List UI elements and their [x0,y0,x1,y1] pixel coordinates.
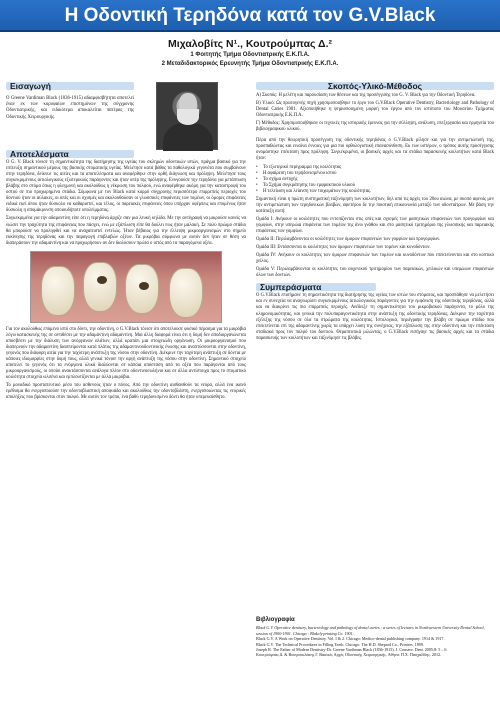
class-group: Ομάδα ΙΙ: Περιλαμβάνονται οι κοιλότητες των όμορων επιφανειών των γομφίων και προγομφίων. [256,237,441,243]
class-group: Ομάδα Ι: Ανήκουν οι κοιλότητες που εντοπίζονται στις οπές και σχισμές των μασητικών επιφανειών των προγομφίων και γομφίων, στην υπερώια επιφάνεια των τομέων της άνω γνάθου και στο μασητικό τριτημόριο της γλωσσικής και παρειακής επιφάνειας των γομφίων. [256,216,494,234]
author-block [0,37,500,69]
bibliography-entry: Joseph R. The Father of Modern Dentistry-Dr. Greene Vardiman Black (1836-1915). J. Conserv. Dent. 2005;8: 5 – 6. [256,647,448,653]
caries-spot [97,276,107,284]
black-portrait-image [156,82,218,150]
class-group: Ομάδα V: Περιλαμβάνονται οι κοιλότητες του αυχενικού τριτημορίου των παρειακών, χειλικών και υπερώιων επιφανειών όλων των δοντιών. [256,267,494,279]
intro-heading: Εισαγωγή [6,82,134,90]
dental-caries-photo [30,251,222,323]
class-group: Ομάδα IV: Ανήκουν οι κοιλότητες των όμορων επιφανειών των τομέων και κυνοδόντων που επεκτείνονται και στο κοπτικό χείλος. [256,253,494,265]
bibliography-entry: Κουτρούμπας Δ. & Βουγιουκλάκης Γ. Βασικές Αρχές Οδοντικής Χειρουργικής. Αθήνα: Π.Χ. Πασχαλίδης. 2012. [256,652,442,658]
classification-intro: Σημαντική είναι η πρώτη συστηματική ταξινόμηση των κοιλοτήτων, δηλ από τις αρχές του 20ου αιώνα, με σκοπό αφενός μεν την αντιμετώπιση των τερηδονικών βλαβών, αφετέρου δε την ποιοτική επικοινωνία μεταξύ των οδοντιάτρων. Με βάση την κατάταξη αυτή: [256,196,494,214]
intro-text: O Greene Vardiman Black (1836-1915) αδιαμφισβήτητα αποτελεί έναν εκ των κορυφαίων επιστημόνων της σύγχρονης Οδοντιατρικής, και ειδικότερα αποκαλείται πατέρας της Οδοντικής Χειρουργικής. [6,96,134,120]
affiliation-2: 2 Μεταδιδακτορικός Ερευνητής Τμήμα Οδοντιατρικής Ε.Κ.Π.Α. [161,61,339,67]
principle-item: • Η αφαίρεση του τερηδονισμένου ιστού [256,171,494,177]
tooth-shape [169,268,203,318]
bibliography-heading: Βιβλιογραφία [256,617,295,623]
methods-material: B) Υλικό: Ως πρωτογενής πηγή χρησιμοποιήθηκε το έργο του G.V.Black Operative Dentistry, Bacteriology and Pathology of Dental Caries 1901. Αξιοποιήθηκε η ψηφιοποιημένη μορφή του έργου από τον ιστότοπο του Μουσείου Τμήματος Οδοντιατρικής Ε.Κ.Π.Α. [256,101,494,119]
methods-aim: A) Σκοπός: Η μελέτη και παρουσίαση των θέσεων και της προσέγγισης του G. V. Black για την Οδοντική Τερηδόνα. [256,93,476,99]
principle-item: • Το Σχήμα συγκράτησης του εμφρακτικού υλικού [256,183,494,189]
affiliation-1: 1 Φοιτητής Τμήμα Οδοντιατρικής Ε.Κ.Π.Α. [190,52,310,58]
class-group: Ομάδα ΙΙΙ: Εντάσσονται οι κοιλότητες των όμορων επιφανειών των τομέων και κυνοδόντων. [256,245,431,251]
methods-method: Γ) Μέθοδος: Χρησιμοποιήθηκαν οι τεχνικές της ιστορικής έρευνας για την σύλληψη, ανάλυση, επεξεργασία και ερμηνεία του βιβλιογραφικού υλικού. [256,121,494,133]
bibliography-section [256,618,494,658]
author-names: Μιχαλοβίτς Ν¹., Κουτρούμπας Δ.² [168,38,332,50]
portrait-coat [163,123,213,151]
poster-title: Η Οδοντική Τερηδόνα κατά τον G.V.Black [64,5,436,26]
principle-item: • Το σχήμα αντοχής [256,177,494,183]
bibliography-entry: Black G.V. Operative dentistry, bacteriology and pathology of dental caries : a series of lectures in Northwestern University Dental School, session of 1900-1901. Chicago : Blakely printing Co. 1901. [256,625,485,636]
caries-spot [139,282,149,290]
results-paragraph-3: Για τον ακολούθως επόμενο ιστό στο δόντι, την οδοντίνη, ο G.V.Black τόνισε ότι αποτελούσε φυσικό πέρασμα για τα μικρόβια λόγω κατασκευής της σε αντιθέσει με την αδαμάντινη αδαμαντίνη. Μια άλλη διαφορά είναι ότι η δομή δεν αποδιοργανώνεται αποσβέσει με την διάλυση των ανόργανων αλάτων, αλλά κρατάει μια στοιχειώδη οργάνωση. Οι μικροοργανισμοί που διαπερνούν την αδαμαντίνη διασπείρονται κατά πλάτος της αδαμαντινοοδοντινικής ένωσης και αναπτύσσονται στην οδοντίνη, γεγονός που διάφορη αιτία για την ταχύτερη ανάπτυξη της νόσου στην οδοντίνη. Διέκρινε την ταχύτερη ανάπτυξη σε δόντια με κάποιες ιδιομορφίες στην δομή τους, αλλά γενικά τόνισε την αργή ανάπτυξη της νόσου στην οδοντίνη. Σημαντικό στοιχείο αποτελεί το γεγονός ότι τα ενόργανα υλικά διαλύονται σε κάποια απόσταση από τα οξέα που παράγονται από τους μικροοργανισμούς, οι οποίοι ανακτάσσονται ανάλογα πλέον στο οδοντινοσωλήνιο και σε άλλα αντίστοιχα προς το στοματικό κοιλότητα στοιχεία ωλσένα και εμπλουτίζονται με άλλα μικρόβια. [6,326,246,381]
conclusion-text: O G.V.Black επισήμανε τη σημαντικότητα της διατήρησης της υγείας των ιστών του στόματος, και προσπάθησε να μελετήσει και εν συνεχεία να αναγνωρίσει συγκεκριμένους αιτιολογικούς παράγοντες για την εμφάνιση της οδοντικής τερηδόνας, αλλά και να διακρίνει τις πιο επιρρεπείς περιοχές. Ανέδειξε τη σημαντικότητα του μικροβιακού παράγοντα, το ρόλο της κληρονομικότητας, και γενικά την πολυπαραγοντικότητα στην ανάπτυξη της οδοντικής τερηδόνας. Διέκρινε την ταχύτητα εξέλιξης της νόσου σε όλα τα στρώματα της κοιλότητας. Ιστολογικά, περιέγραψε την βλάβη σε πρώιμο στάδιο που επεκτείνεται επί της αδαμαντίνης χωρίς τα υπάρχει λύση της συνέχειας, την εξάπλωση της στην οδοντίνη και την επέκταση σταδιακά προς τον πολφό του δοντιού. Θεραπευτικά μιλώντας, ο G.V.Black εισήγαγε τις βασικές αρχές και τα στάδια παρασκευής των κοιλοτήτων και ταξινόμησε τις βλάβες. [256,293,494,341]
left-column [6,82,246,403]
results-paragraph-2: Συγκεκριμένα για την αδαμαντίνη είπε ότι η τερηδόνα άρχιζε σαν μια λευκή κηλίδα. Με την αντίγραφή να μικρούσε κανείς να νιώσει την τραχύτητα της επιφάνειας που πάσχει, ενώ με εξάπλωση είπε θα δούλει πως ήταν μαλακή. Σε πολύ πρώιμο στάδιο θα μπορούσε να προληφθεί και να αναχαιτιστεί εντελώς. Ήταν βέβαιος για την έλλειψη μικροοργανισμών στο σημείο εκκίνησης της τερηδόνας και την παραγωγή επιβλαβών οξέων. Τα μικρόβια σύμφωνα με αυτόν δεν ήταν σε θέση να διαπεράσουν την αδαμαντίνη και να προχωρήσουν αν δεν διαλύσουν πρώτα ο ιστός από τα παραγόμενα οξέα. [6,216,246,246]
portrait-beard [177,109,199,125]
intro-section [6,82,246,144]
bibliography-entry: Black G.V. A Work on Operative Dentistry. Vol. I & 2. Chicago: Medico-dental publishing company. 1914 & 1917. [256,636,445,642]
bibliography-entry: Black G.V. The Technical Procedures in Filling Teeth. Chicago: The H.D. Shepard Co., Printers. 1899. [256,641,424,647]
title-banner [0,0,500,32]
methods-heading: Σκοπός-Υλικό-Μέθοδος [256,82,494,90]
principle-item: • Η τελείωση και λείανση των τοιχωμάτων της κοιλότητας. [256,189,494,195]
results-heading: Αποτελέσματα [6,150,134,158]
methods-body: Πέρα από την θεωρητική προσέγγιση της οδοντικής τερηδόνας ο G.V.Black μίλησε και για την αντιμετώπισή της, προσπαθώντας και ειναίνα έννοιες για μια πιο ορθολογιστική επανασύνθεση. Εκ των υστέρων, ο τρόπος αυτής προσέγγισης ονομάστηκε επέκταση προς πρόληψη. Συγκεκριμένα, οι βασικές αρχές και τα στάδια παρασκευής κοιλοτήτων κατά Black ήταν: [256,138,494,162]
results-paragraph-1: O G. V. Black τόνισε τη σημαντικότητα της διατήρησης της υγείας του σκληρών οδοντικών ιστών, πράγμα βασικό για την επίτευξη σημαντικού μέρους της βασικής στοματικής υγείας. Μελέτησε κατά βάθος τα παθολογικά γεγονότα που συμβαίνουν στην τερηδόνα, δείκνυε τις αιτίες και τα αποτελέσματα και αναφέρθηκε στην ορθή διάγνωση και πρόληψη. Μελέτησε τους συγκεκριμένους αιτιολογικούς εξωτερικούς παράγοντες και ήταν υπέρ της πρόληψης. Ενυγοούσε την τερηδόνα για μετάπτωση βλάβης στο στόμα όπως η φλεγμονή και ακολούθως η νέκρωση του πολφού, ενώ αναφέρθηκε ακόμη για την καταστροφή του οστού σε πιο προχωρημένα στάδια. Σύμφωνα με τον Black κατά κορρό σύγχρονης περισσότερο επιρρεπείς περιοχές του δοντιού ήταν οι αύλακες, οι οπές και οι σχισμές και ακολουθούσαν οι γλωσσικές επιφάνειες των τομέων, οι όμορες επιφάνειες ειδικά εκεί όπου ήταν δύσκολο να καθαριστεί, και τέλος, οι παρειακές επιφάνειες όπου υπήρχαν υφέρπεις και επομένως ήταν δύσκολη η απομάκρυνση οποιουδήποτε υπολείμματος. [6,160,246,214]
conclusion-heading: Συμπεράσματα [256,283,376,291]
principle-item: • Το εξωτερικό περίγραμμα της κοιλότητας [256,165,494,171]
tooth-shape [83,262,117,312]
right-column [256,82,494,344]
tooth-shape [41,266,75,316]
results-paragraph-4: Το μοναδικό προστατευτικό μέσο του ασθενούς ήταν ο πόνος. Από την οδοντίνη αισθανθούν τα νεύρα, αλλά ένα ικανό ερέθισμα θα ενεργοποιούσε την οδοντοβλαστική αποφυάδα και ακολούθως την οδοντοβλάστη, ενεργοποιώντας τις νευρικές απολήξεις που βρίσκονται στον πολφό. Με αυτόν τον τρόπο, ένα βαθύ τερηδονισμένο δόντι θα ήταν υπερευαίσθητο. [6,383,246,401]
